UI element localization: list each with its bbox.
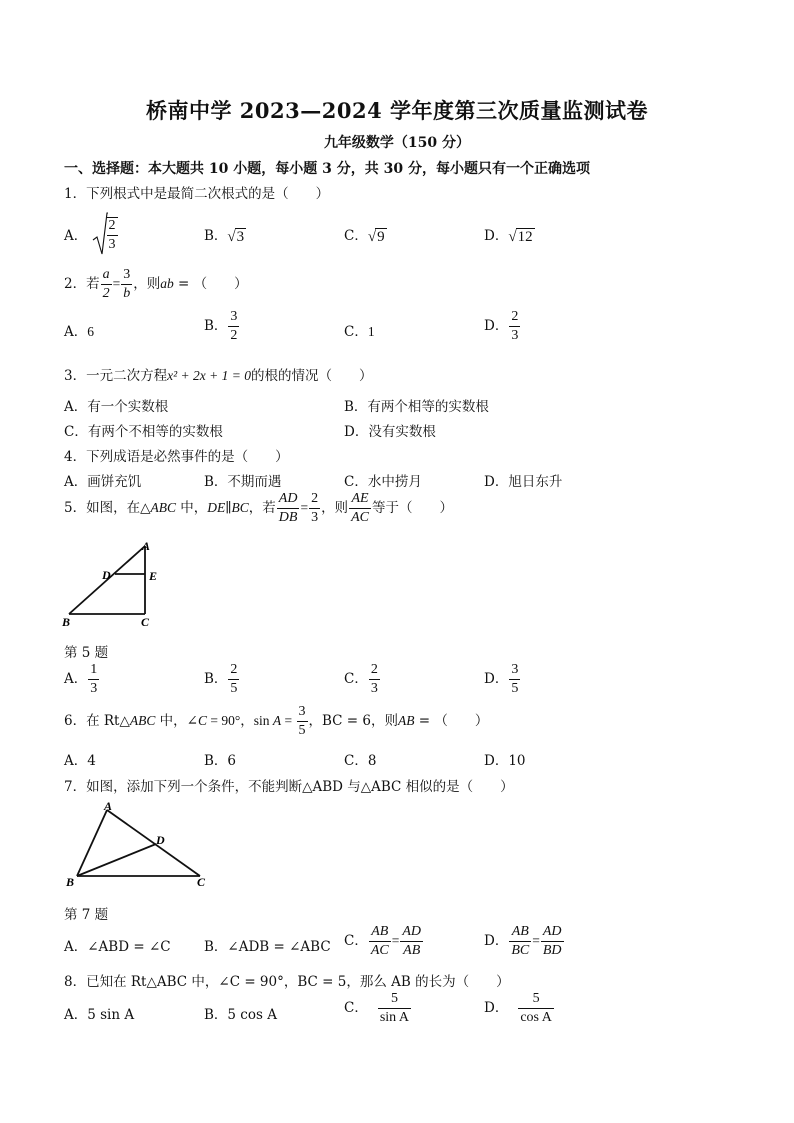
figure-q7-triangle <box>60 798 215 890</box>
q5-option-b: B． $\frac{2}{5}$ <box>204 662 238 696</box>
q5-label-b: B <box>62 615 71 629</box>
figure-q5-triangle <box>60 538 170 630</box>
q5-option-c: C． $\frac{2}{3}$ <box>344 662 378 696</box>
question-4-stem: 4．下列成语是必然事件的是（ ） <box>64 449 289 465</box>
q7-label-b: B <box>66 875 75 889</box>
q3-option-d: D．没有实数根 <box>344 424 436 440</box>
section-heading: 一、选择题：本大题共 10 小题，每小题 3 分，共 30 分，每小题只有一个正确选项 <box>64 161 590 177</box>
q8-option-a: A．5 sin A <box>64 1007 135 1023</box>
radical-sign-icon <box>92 212 108 256</box>
q8-option-c: C． $\frac{5}{\text{sin A}}$ <box>344 991 410 1025</box>
question-8-stem: 8．已知在 Rt△ABC 中，∠C = 90°，BC = 5，那么 AB 的长为（ ） <box>64 974 510 990</box>
q6-option-a: A．4 <box>64 753 96 769</box>
q2-option-a: A．6 <box>64 324 94 340</box>
q4-option-a: A．画饼充饥 <box>64 474 142 490</box>
q1-option-d: D．√12 <box>484 228 533 245</box>
q6-option-d: D．10 <box>484 753 526 769</box>
q3-option-a: A．有一个实数根 <box>64 399 169 415</box>
q5-option-d: D． $\frac{3}{5}$ <box>484 662 519 696</box>
q8-option-b: B．5 cos A <box>204 1007 277 1023</box>
q7-label-a: A <box>104 799 113 813</box>
q5-option-a: A． $\frac{1}{3}$ <box>64 662 98 696</box>
question-5-stem: 5．如图，在△ABC 中，DE∥BC，若 $\frac{AD}{DB}$ = $\frac{2}{3}$ ，则 $\frac{AE}{AC}$ 等于（ ） <box>64 491 453 525</box>
q1-option-b: B．√3 <box>204 228 245 245</box>
q4-option-c: C．水中捞月 <box>344 474 422 490</box>
q5-label-c: C <box>141 615 150 629</box>
q7-option-d: D． $\frac{AB}{BC}$ = $\frac{AD}{BD}$ <box>484 924 562 958</box>
q7-caption: 第 7 题 <box>64 907 109 923</box>
q5-label-e: E <box>149 569 158 583</box>
exam-subtitle: 九年级数学（150 分） <box>323 135 471 151</box>
q2-option-c: C．1 <box>344 324 375 340</box>
q5-label-a: A <box>142 539 151 553</box>
q7-option-b: B．∠ADB = ∠ABC <box>204 939 331 955</box>
exam-title: 桥南中学 2023—2024 学年度第三次质量监测试卷 <box>145 98 648 123</box>
q3-option-b: B．有两个相等的实数根 <box>344 399 489 415</box>
question-6-stem: 6．在 Rt△ABC 中，∠C = 90°，sin A = $\frac{3}{5}$ ，BC = 6，则AB = （ ） <box>64 704 489 738</box>
q7-label-d: D <box>156 833 165 847</box>
q5-label-d: D <box>102 568 111 582</box>
q7-option-c: C． $\frac{AB}{AC}$ = $\frac{AD}{AB}$ <box>344 924 422 958</box>
q3-option-c: C．有两个不相等的实数根 <box>64 424 223 440</box>
q1-option-a <box>64 212 119 256</box>
q7-label-c: C <box>197 875 206 889</box>
question-1-stem: 1．下列根式中是最简二次根式的是（ ） <box>64 186 330 202</box>
q4-option-b: B．不期而遇 <box>204 474 282 490</box>
q1-option-c: C．√9 <box>344 228 385 245</box>
q2-option-d: D． $\frac{2}{3}$ <box>484 309 519 343</box>
q1-option-a-label: A． <box>64 228 88 244</box>
q6-option-c: C．8 <box>344 753 377 769</box>
q6-option-b: B．6 <box>204 753 237 769</box>
q5-caption: 第 5 题 <box>64 645 109 661</box>
q4-option-d: D．旭日东升 <box>484 474 563 490</box>
question-3-stem: 3．一元二次方程x² + 2x + 1 = 0的根的情况（ ） <box>64 368 373 384</box>
q8-option-d: D． $\frac{5}{\text{cos A}}$ <box>484 991 552 1025</box>
q1-option-a-radical: $\frac{2}{3}$ <box>92 212 119 256</box>
question-7-stem: 7．如图，添加下列一个条件，不能判断△ABD 与△ABC 相似的是（ ） <box>64 779 514 795</box>
q7-option-a: A．∠ABD = ∠C <box>64 939 171 955</box>
question-2-stem: 2．若 $\frac{a}{2}$ = $\frac{3}{b}$ ，则ab = （ ） <box>64 267 248 301</box>
q2-option-b: B． $\frac{3}{2}$ <box>204 309 238 343</box>
